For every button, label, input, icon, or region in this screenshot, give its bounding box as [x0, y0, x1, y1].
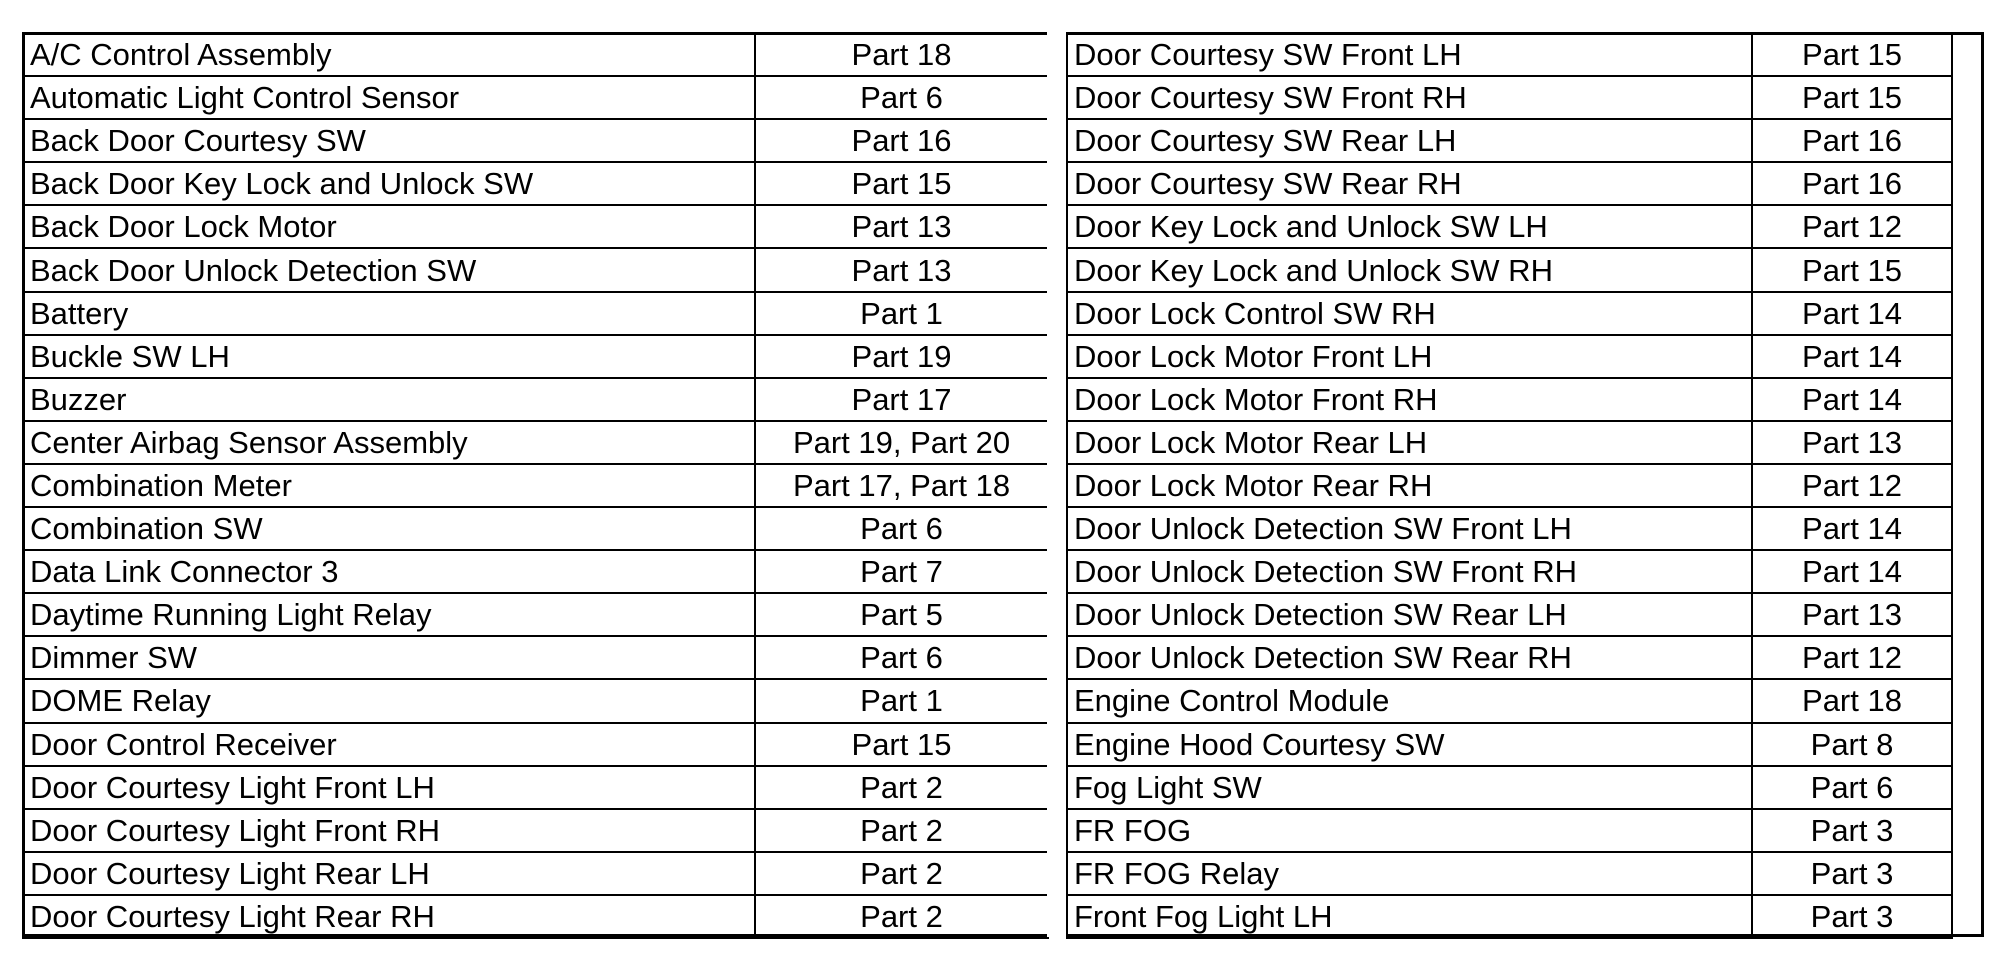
table-row — [23, 723, 1048, 766]
table-row — [1067, 162, 1952, 205]
component-name-cell: Door Courtesy Light Front LH — [23, 766, 755, 809]
part-reference-cell: Part 3 — [1752, 852, 1952, 895]
table-row — [1067, 895, 1952, 938]
part-reference-cell: Part 15 — [1752, 76, 1952, 119]
table-row — [1067, 33, 1952, 76]
table-row — [1067, 205, 1952, 248]
component-name-cell: Door Unlock Detection SW Front LH — [1067, 507, 1752, 550]
part-reference-cell: Part 3 — [1752, 895, 1952, 938]
part-reference-cell: Part 13 — [755, 248, 1048, 291]
part-reference-cell: Part 13 — [1752, 593, 1952, 636]
table-row — [1067, 550, 1952, 593]
part-reference-cell: Part 2 — [755, 809, 1048, 852]
table-row — [23, 292, 1048, 335]
table-row — [23, 378, 1048, 421]
component-name-cell: Daytime Running Light Relay — [23, 593, 755, 636]
component-name-cell: Door Key Lock and Unlock SW LH — [1067, 205, 1752, 248]
component-name-cell: FR FOG Relay — [1067, 852, 1752, 895]
table-row — [1067, 507, 1952, 550]
table-row — [23, 550, 1048, 593]
component-name-cell: Back Door Lock Motor — [23, 205, 755, 248]
part-reference-cell: Part 19, Part 20 — [755, 421, 1048, 464]
part-reference-cell: Part 18 — [755, 33, 1048, 76]
component-name-cell: Back Door Courtesy SW — [23, 119, 755, 162]
column-gap — [1047, 32, 1066, 937]
table-row — [23, 162, 1048, 205]
table-row — [23, 636, 1048, 679]
component-name-cell: Door Courtesy Light Rear RH — [23, 895, 755, 938]
part-reference-cell: Part 3 — [1752, 809, 1952, 852]
table-row — [1067, 76, 1952, 119]
part-reference-cell: Part 1 — [755, 679, 1048, 722]
part-reference-cell: Part 12 — [1752, 464, 1952, 507]
part-reference-cell: Part 16 — [1752, 162, 1952, 205]
component-name-cell: Data Link Connector 3 — [23, 550, 755, 593]
table-row — [1067, 292, 1952, 335]
table-row — [23, 76, 1048, 119]
component-name-cell: Door Courtesy SW Front LH — [1067, 33, 1752, 76]
component-name-cell: Front Fog Light LH — [1067, 895, 1752, 938]
component-name-cell: Door Lock Control SW RH — [1067, 292, 1752, 335]
part-reference-cell: Part 17 — [755, 378, 1048, 421]
component-name-cell: Door Lock Motor Rear RH — [1067, 464, 1752, 507]
component-name-cell: Engine Hood Courtesy SW — [1067, 723, 1752, 766]
part-reference-cell: Part 1 — [755, 292, 1048, 335]
part-reference-cell: Part 13 — [1752, 421, 1952, 464]
part-reference-cell: Part 16 — [1752, 119, 1952, 162]
part-reference-cell: Part 12 — [1752, 636, 1952, 679]
table-row — [1067, 636, 1952, 679]
component-name-cell: Door Unlock Detection SW Rear RH — [1067, 636, 1752, 679]
component-name-cell: Engine Control Module — [1067, 679, 1752, 722]
table-row — [1067, 593, 1952, 636]
table-row — [23, 464, 1048, 507]
part-reference-cell: Part 14 — [1752, 550, 1952, 593]
table-row — [1067, 852, 1952, 895]
part-reference-cell: Part 14 — [1752, 335, 1952, 378]
component-name-cell: Combination SW — [23, 507, 755, 550]
component-name-cell: Door Unlock Detection SW Front RH — [1067, 550, 1752, 593]
part-reference-cell: Part 17, Part 18 — [755, 464, 1048, 507]
component-name-cell: DOME Relay — [23, 679, 755, 722]
part-reference-cell: Part 2 — [755, 852, 1048, 895]
part-reference-cell: Part 5 — [755, 593, 1048, 636]
part-reference-cell: Part 6 — [1752, 766, 1952, 809]
table-row — [23, 766, 1048, 809]
table-row — [1067, 679, 1952, 722]
parts-table-left — [22, 32, 1049, 939]
table-row — [23, 248, 1048, 291]
part-reference-cell: Part 18 — [1752, 679, 1952, 722]
component-name-cell: Battery — [23, 292, 755, 335]
part-reference-cell: Part 15 — [1752, 248, 1952, 291]
component-name-cell: Dimmer SW — [23, 636, 755, 679]
table-row — [23, 205, 1048, 248]
component-name-cell: Door Key Lock and Unlock SW RH — [1067, 248, 1752, 291]
component-name-cell: Door Lock Motor Front RH — [1067, 378, 1752, 421]
parts-table-right — [1066, 32, 1953, 939]
part-reference-cell: Part 14 — [1752, 292, 1952, 335]
component-name-cell: Door Courtesy Light Rear LH — [23, 852, 755, 895]
component-name-cell: Buzzer — [23, 378, 755, 421]
part-reference-cell: Part 2 — [755, 895, 1048, 938]
table-row — [23, 119, 1048, 162]
table-row — [1067, 378, 1952, 421]
component-name-cell: Door Lock Motor Front LH — [1067, 335, 1752, 378]
table-row — [23, 33, 1048, 76]
table-row — [1067, 809, 1952, 852]
table-row — [23, 809, 1048, 852]
part-reference-cell: Part 19 — [755, 335, 1048, 378]
part-reference-cell: Part 15 — [1752, 33, 1952, 76]
part-reference-cell: Part 6 — [755, 76, 1048, 119]
component-name-cell: Back Door Key Lock and Unlock SW — [23, 162, 755, 205]
component-name-cell: Door Lock Motor Rear LH — [1067, 421, 1752, 464]
table-row — [1067, 119, 1952, 162]
parts-table-right-body — [1067, 33, 1952, 938]
component-name-cell: Door Courtesy SW Rear RH — [1067, 162, 1752, 205]
table-row — [23, 679, 1048, 722]
parts-table-left-body — [23, 33, 1048, 938]
component-name-cell: Combination Meter — [23, 464, 755, 507]
part-reference-cell: Part 6 — [755, 507, 1048, 550]
part-reference-cell: Part 7 — [755, 550, 1048, 593]
table-row — [1067, 723, 1952, 766]
part-reference-cell: Part 15 — [755, 723, 1048, 766]
component-name-cell: Door Control Receiver — [23, 723, 755, 766]
part-reference-cell: Part 16 — [755, 119, 1048, 162]
part-reference-cell: Part 14 — [1752, 507, 1952, 550]
component-name-cell: Center Airbag Sensor Assembly — [23, 421, 755, 464]
table-row — [23, 421, 1048, 464]
component-name-cell: Automatic Light Control Sensor — [23, 76, 755, 119]
table-row — [23, 895, 1048, 938]
part-reference-cell: Part 14 — [1752, 378, 1952, 421]
table-row — [23, 335, 1048, 378]
table-row — [1067, 464, 1952, 507]
table-row — [23, 852, 1048, 895]
table-row — [1067, 421, 1952, 464]
part-reference-cell: Part 13 — [755, 205, 1048, 248]
component-name-cell: Back Door Unlock Detection SW — [23, 248, 755, 291]
component-name-cell: Door Unlock Detection SW Rear LH — [1067, 593, 1752, 636]
part-reference-cell: Part 15 — [755, 162, 1048, 205]
part-reference-cell: Part 8 — [1752, 723, 1952, 766]
component-name-cell: Buckle SW LH — [23, 335, 755, 378]
part-reference-cell: Part 12 — [1752, 205, 1952, 248]
component-name-cell: FR FOG — [1067, 809, 1752, 852]
component-name-cell: Fog Light SW — [1067, 766, 1752, 809]
part-reference-cell: Part 6 — [755, 636, 1048, 679]
table-row — [1067, 335, 1952, 378]
component-name-cell: A/C Control Assembly — [23, 33, 755, 76]
part-reference-cell: Part 2 — [755, 766, 1048, 809]
table-row — [1067, 248, 1952, 291]
component-name-cell: Door Courtesy SW Rear LH — [1067, 119, 1752, 162]
component-name-cell: Door Courtesy Light Front RH — [23, 809, 755, 852]
table-row — [1067, 766, 1952, 809]
table-row — [23, 507, 1048, 550]
component-name-cell: Door Courtesy SW Front RH — [1067, 76, 1752, 119]
table-row — [23, 593, 1048, 636]
